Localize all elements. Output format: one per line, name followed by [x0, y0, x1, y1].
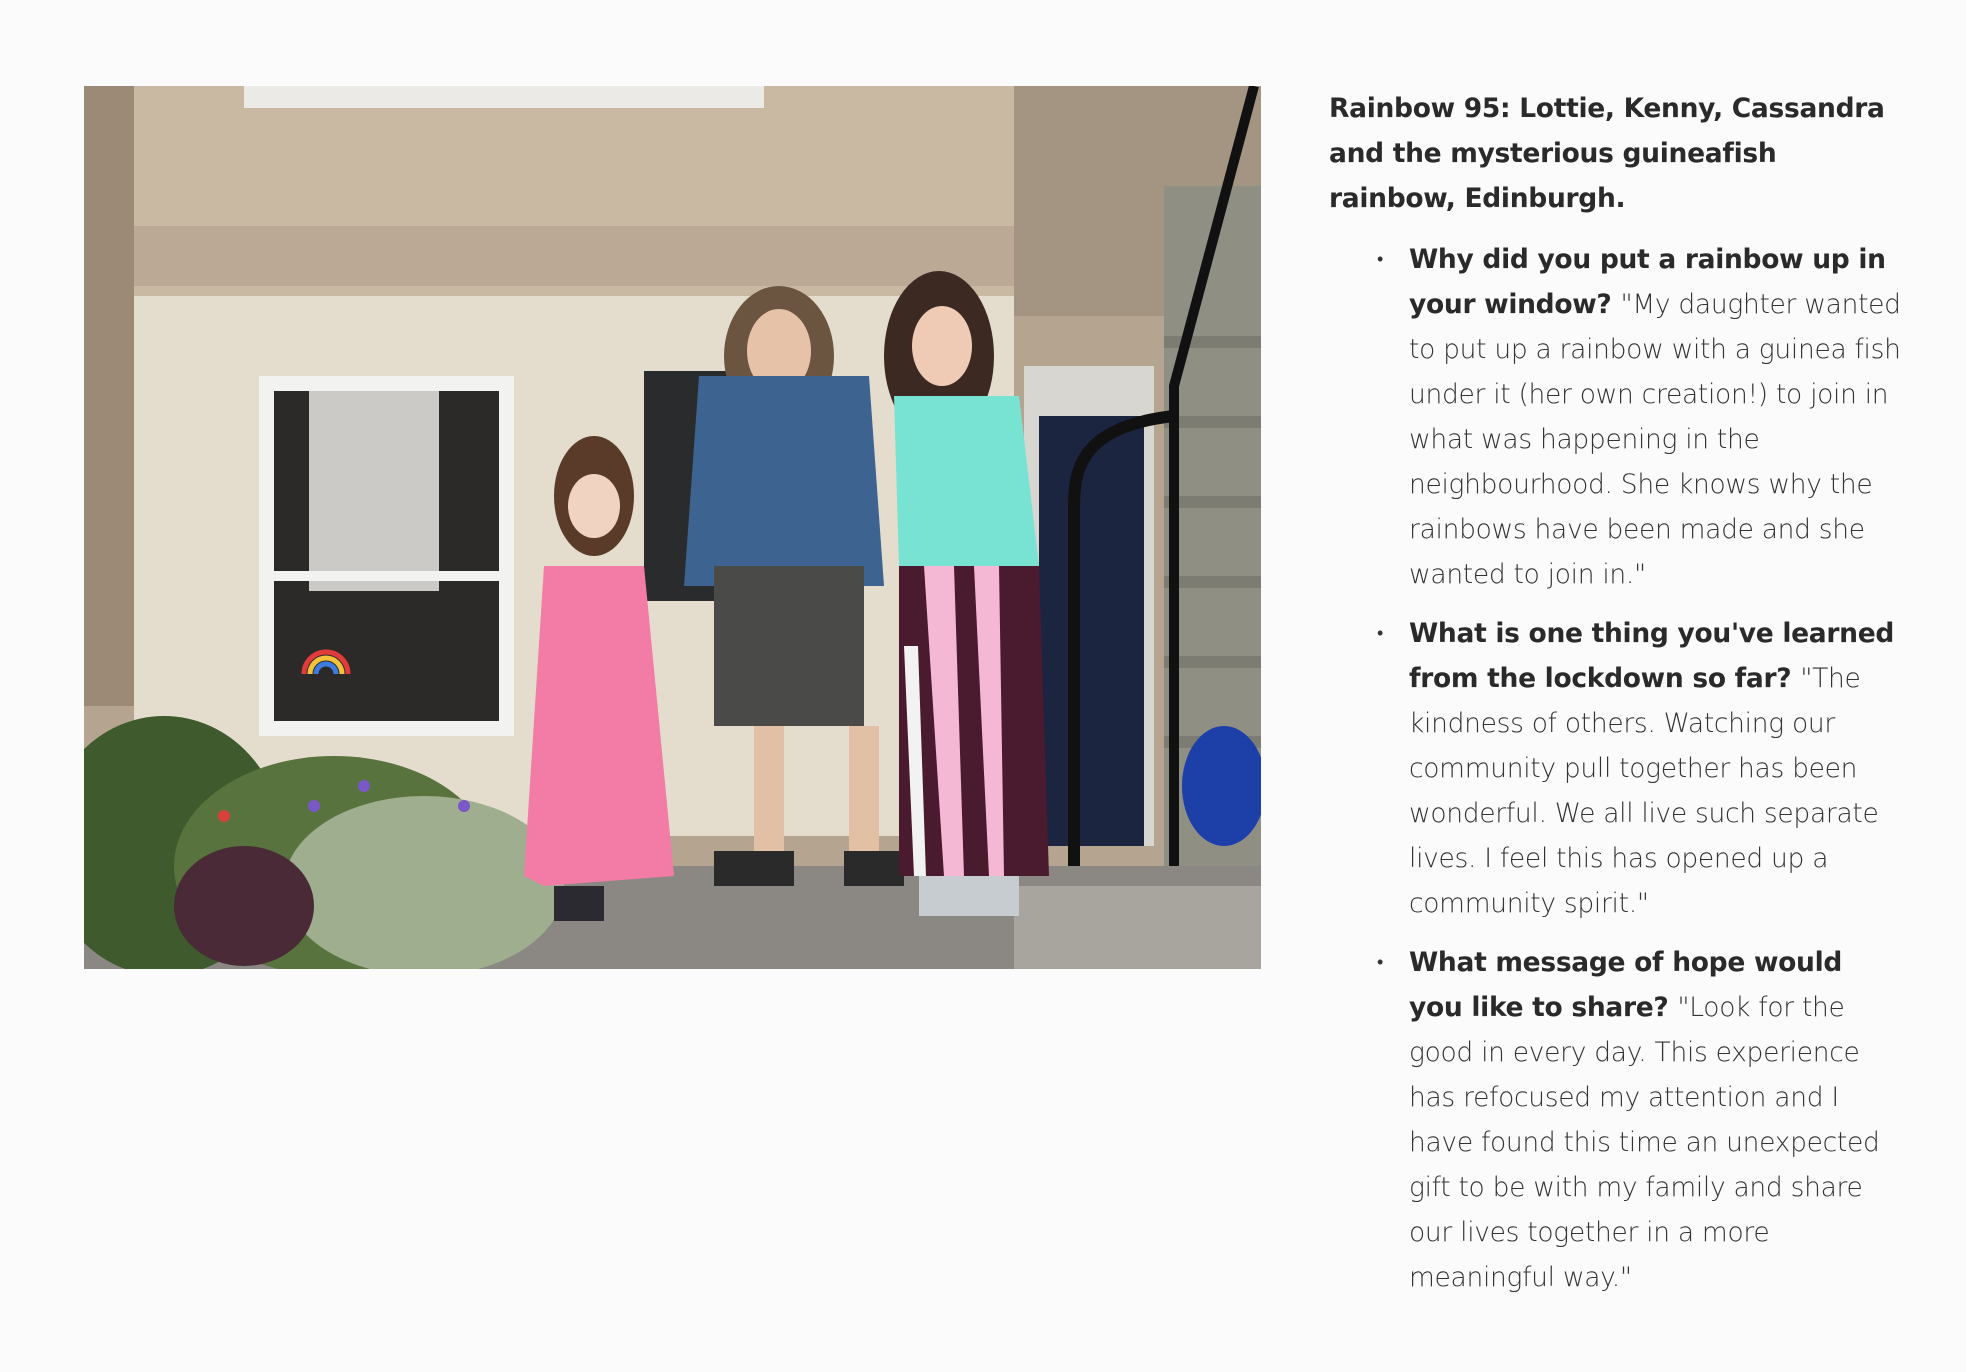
qa-question: What message of hope would you like to share?: [1409, 947, 1843, 1023]
family-photo: [84, 86, 1261, 969]
qa-question: What is one thing you've learned from the lockdown so far?: [1409, 618, 1895, 694]
qa-answer: "Look for the good in every day. This experience has refocused my attention and I have found this time an unexpected gift to be with my family and share our lives together in a more meaningful way.": [1409, 992, 1880, 1293]
qa-question: Why did you put a rainbow up in your window?: [1409, 244, 1886, 320]
qa-item: [1409, 237, 1904, 597]
caption-title: Rainbow 95: Lottie, Kenny, Cassandra and the mysterious guineafish rainbow, Edinburgh.: [1329, 93, 1885, 214]
qa-answer: "My daughter wanted to put up a rainbow with a guinea fish under it (her own creation!) to join in what was happening in the neighbourhood. She knows why the rainbows have been made and she wanted to join in.": [1409, 289, 1901, 590]
qa-item: [1409, 611, 1904, 926]
caption-panel: [1329, 86, 1904, 1314]
qa-item: [1409, 940, 1904, 1300]
photo-family-outside-house-icon: [84, 86, 1261, 969]
qa-answer: "The kindness of others. Watching our community pull together has been wonderful. We all live such separate lives. I feel this has opened up a community spirit.": [1409, 663, 1879, 919]
qa-list: [1329, 237, 1904, 1300]
